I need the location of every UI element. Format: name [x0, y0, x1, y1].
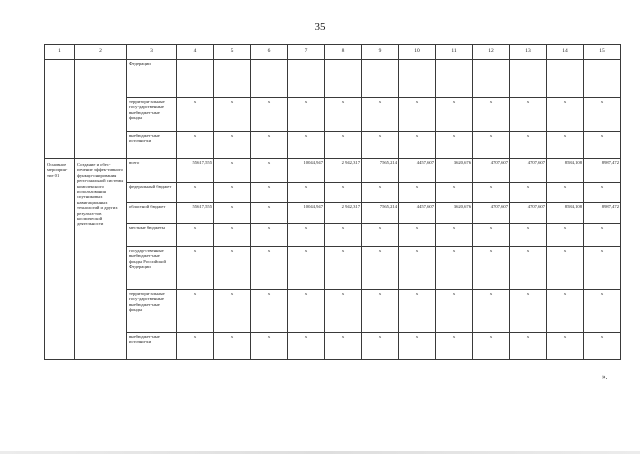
- value-cell: [436, 60, 473, 98]
- table-body: [45, 45, 621, 360]
- column-number-row: [45, 45, 621, 60]
- value-cell: x: [547, 333, 584, 360]
- value-cell: x: [510, 247, 547, 290]
- table-row: [45, 333, 621, 360]
- value-cell: [584, 60, 621, 98]
- value-cell: x: [362, 247, 399, 290]
- value-cell: [362, 60, 399, 98]
- value-cell: x: [177, 333, 214, 360]
- value-cell: x: [510, 290, 547, 333]
- value-cell: x: [177, 183, 214, 203]
- value-cell: x: [584, 224, 621, 247]
- table-row: [45, 159, 621, 183]
- budget-table: [44, 44, 621, 360]
- value-cell: x: [399, 132, 436, 159]
- value-cell: x: [251, 333, 288, 360]
- value-cell: x: [325, 290, 362, 333]
- value-cell: x: [288, 333, 325, 360]
- value-cell: [510, 60, 547, 98]
- value-cell: x: [362, 290, 399, 333]
- value-cell: x: [399, 98, 436, 132]
- value-cell: x: [288, 183, 325, 203]
- value-cell: 3620,676: [436, 159, 473, 183]
- value-cell: x: [177, 98, 214, 132]
- value-cell: x: [214, 224, 251, 247]
- value-cell: x: [584, 290, 621, 333]
- table-row: [45, 183, 621, 203]
- value-cell: x: [251, 132, 288, 159]
- value-cell: x: [584, 183, 621, 203]
- column-number: 10: [399, 45, 436, 60]
- column-number: 13: [510, 45, 547, 60]
- column-number: 15: [584, 45, 621, 60]
- value-cell: x: [510, 183, 547, 203]
- value-cell: x: [584, 247, 621, 290]
- value-cell: x: [251, 159, 288, 183]
- value-cell: x: [251, 183, 288, 203]
- value-cell: 55617,555: [177, 203, 214, 224]
- value-cell: x: [547, 132, 584, 159]
- value-cell: x: [547, 290, 584, 333]
- value-cell: x: [547, 183, 584, 203]
- value-cell: x: [510, 333, 547, 360]
- value-cell: x: [177, 247, 214, 290]
- column-number: 12: [473, 45, 510, 60]
- value-cell: x: [214, 159, 251, 183]
- value-cell: [473, 60, 510, 98]
- value-cell: x: [362, 132, 399, 159]
- page-number: 35: [314, 21, 326, 33]
- column-number: 7: [288, 45, 325, 60]
- value-cell: x: [325, 132, 362, 159]
- blank-cell: [45, 60, 75, 159]
- value-cell: x: [177, 290, 214, 333]
- value-cell: x: [473, 98, 510, 132]
- value-cell: x: [399, 224, 436, 247]
- funding-source-cell: внебюджет-ные источни-ки: [127, 333, 177, 360]
- table-row: [45, 98, 621, 132]
- column-number: 6: [251, 45, 288, 60]
- value-cell: x: [584, 333, 621, 360]
- value-cell: x: [436, 132, 473, 159]
- value-cell: [251, 60, 288, 98]
- value-cell: x: [251, 98, 288, 132]
- value-cell: x: [288, 98, 325, 132]
- value-cell: 2 942,317: [325, 203, 362, 224]
- value-cell: 10044,947: [288, 203, 325, 224]
- value-cell: x: [214, 98, 251, 132]
- value-cell: 7565,214: [362, 159, 399, 183]
- value-cell: x: [325, 224, 362, 247]
- value-cell: x: [399, 247, 436, 290]
- value-cell: 8584,108: [547, 203, 584, 224]
- value-cell: x: [251, 247, 288, 290]
- value-cell: x: [288, 132, 325, 159]
- value-cell: x: [325, 98, 362, 132]
- funding-source-cell: федеральный бюджет: [127, 183, 177, 203]
- column-number: 1: [45, 45, 75, 60]
- blank-cell: [75, 60, 127, 159]
- value-cell: x: [399, 333, 436, 360]
- funding-source-cell: областной бюджет: [127, 203, 177, 224]
- value-cell: [399, 60, 436, 98]
- value-cell: x: [510, 132, 547, 159]
- value-cell: [288, 60, 325, 98]
- value-cell: 4707,607: [510, 203, 547, 224]
- value-cell: [177, 60, 214, 98]
- value-cell: x: [510, 224, 547, 247]
- value-cell: x: [399, 183, 436, 203]
- value-cell: x: [288, 290, 325, 333]
- value-cell: x: [288, 247, 325, 290]
- value-cell: x: [325, 333, 362, 360]
- value-cell: 10044,947: [288, 159, 325, 183]
- value-cell: x: [214, 203, 251, 224]
- footer-mark: ».: [602, 373, 608, 381]
- value-cell: x: [436, 290, 473, 333]
- column-number: 5: [214, 45, 251, 60]
- value-cell: x: [473, 132, 510, 159]
- value-cell: x: [362, 224, 399, 247]
- table-row: [45, 290, 621, 333]
- value-cell: x: [436, 333, 473, 360]
- value-cell: x: [436, 247, 473, 290]
- value-cell: 2 942,317: [325, 159, 362, 183]
- value-cell: x: [214, 333, 251, 360]
- value-cell: x: [436, 224, 473, 247]
- value-cell: x: [251, 290, 288, 333]
- value-cell: x: [584, 98, 621, 132]
- value-cell: x: [473, 333, 510, 360]
- table-row: [45, 224, 621, 247]
- value-cell: 8584,108: [547, 159, 584, 183]
- column-number: 8: [325, 45, 362, 60]
- value-cell: x: [214, 183, 251, 203]
- table-row: [45, 60, 621, 98]
- funding-source-cell: внебюджет-ные источни-ки: [127, 132, 177, 159]
- value-cell: x: [399, 290, 436, 333]
- value-cell: x: [473, 290, 510, 333]
- value-cell: x: [325, 247, 362, 290]
- value-cell: x: [473, 247, 510, 290]
- value-cell: 4707,607: [510, 159, 547, 183]
- value-cell: x: [288, 224, 325, 247]
- value-cell: [547, 60, 584, 98]
- column-number: 2: [75, 45, 127, 60]
- value-cell: x: [214, 247, 251, 290]
- value-cell: x: [251, 203, 288, 224]
- value-cell: x: [362, 333, 399, 360]
- column-number: 14: [547, 45, 584, 60]
- value-cell: x: [547, 224, 584, 247]
- funding-source-cell: всего: [127, 159, 177, 183]
- value-cell: x: [177, 132, 214, 159]
- value-cell: 8987,472: [584, 203, 621, 224]
- table-row: [45, 247, 621, 290]
- funding-source-cell: территори-альные госу-дарственные внебюджет-ные фонды: [127, 290, 177, 333]
- funding-source-cell: местные бюджеты: [127, 224, 177, 247]
- table-row: [45, 132, 621, 159]
- value-cell: 8987,472: [584, 159, 621, 183]
- value-cell: 7565,214: [362, 203, 399, 224]
- value-cell: [214, 60, 251, 98]
- value-cell: x: [547, 98, 584, 132]
- value-cell: x: [547, 247, 584, 290]
- column-number: 3: [127, 45, 177, 60]
- column-number: 11: [436, 45, 473, 60]
- activity-name-cell: Создание и обес-печение эффек-тивного функци-онирования реги-ональной системы комплексного использования спутниковых навигационных технологий и других результа-тов космической деятельности: [75, 159, 127, 360]
- value-cell: x: [436, 98, 473, 132]
- value-cell: x: [214, 132, 251, 159]
- value-cell: 3620,676: [436, 203, 473, 224]
- value-cell: x: [362, 183, 399, 203]
- value-cell: x: [473, 183, 510, 203]
- value-cell: x: [177, 224, 214, 247]
- column-number: 4: [177, 45, 214, 60]
- value-cell: 4457,607: [399, 203, 436, 224]
- value-cell: x: [362, 98, 399, 132]
- funding-source-cell: территори-альные госу-дарственные внебюджет-ные фонды: [127, 98, 177, 132]
- value-cell: 4457,607: [399, 159, 436, 183]
- activity-code-cell: Основное мероприя-тие 01: [45, 159, 75, 360]
- value-cell: 55617,555: [177, 159, 214, 183]
- funding-source-cell: государ-ственные внебюджет-ные фонды Российской Федерации: [127, 247, 177, 290]
- value-cell: x: [473, 224, 510, 247]
- funding-source-cell: Федерации: [127, 60, 177, 98]
- value-cell: 4707,607: [473, 159, 510, 183]
- table-row: [45, 203, 621, 224]
- value-cell: x: [436, 183, 473, 203]
- column-number: 9: [362, 45, 399, 60]
- value-cell: [325, 60, 362, 98]
- value-cell: x: [214, 290, 251, 333]
- value-cell: x: [584, 132, 621, 159]
- value-cell: x: [251, 224, 288, 247]
- value-cell: x: [325, 183, 362, 203]
- value-cell: 4707,607: [473, 203, 510, 224]
- value-cell: x: [510, 98, 547, 132]
